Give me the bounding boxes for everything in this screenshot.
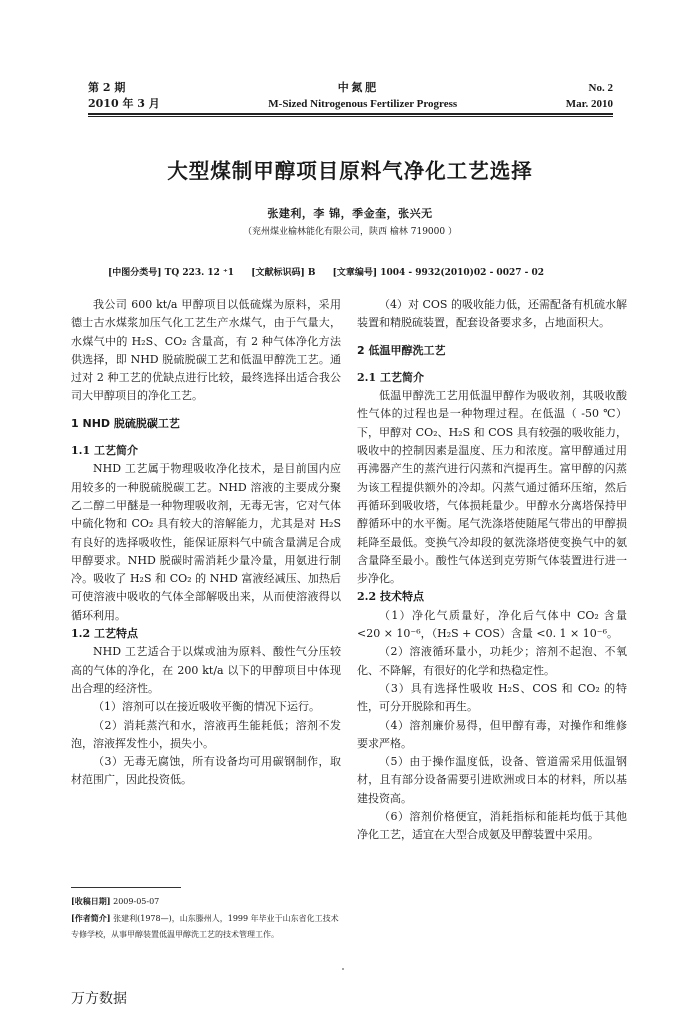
section-2-1-paragraph: 低温甲醇洗工艺用低温甲醇作为吸收剂，其吸收酸性气体的过程也是一种物理过程。在低温（ -50 ℃）下，甲醇对 CO₂、H₂S 和 COS 具有较强的吸收能力，吸收中的控制因素是温度、压力和浓度。富甲醇通过用再沸器产生的蒸汽进行闪蒸和汽提再生。富甲醇的闪蒸为该工程提供额外的冷却。闪蒸气通过循环压缩，然后再循环到吸收塔，气体损耗量少。甲醇水分离塔保持甲醇循环中的水平衡。尾气洗涤塔使随尾气带出的甲醇损耗降至最低。变换气冷却段的氨洗涤塔使变换气中的氨含量降至最小。酸性气体送到克劳斯气体装置进行进一步净化。 <box>357 389 627 586</box>
doc-code: [文献标识码] B <box>251 268 316 278</box>
tech-feature-3: （3）具有选择性吸收 H₂S、COS 和 CO₂ 的特性，可分开脱除和再生。 <box>357 681 627 714</box>
received-label: [收稿日期] <box>71 896 111 906</box>
footnote-rule <box>71 887 181 888</box>
received-value: 2009-05-07 <box>113 897 160 906</box>
stray-mark <box>342 968 344 970</box>
section-2-1-heading: 2.1 工艺简介 <box>357 370 424 384</box>
issue-date-en: Mar. 2010 <box>565 98 613 110</box>
author-bio <box>71 910 343 943</box>
tech-feature-5: （5）由于操作温度低，设备、管道需采用低温钢材，且有部分设备需要引进欧洲或日本的材料，所以基建投资高。 <box>357 755 627 805</box>
intro-paragraph: 我公司 600 kt/a 甲醇项目以低硫煤为原料，采用德士古水煤浆加压气化工艺生产水煤气，由于气量大，水煤气中的 H₂S、CO₂ 含量高，有 2 种气体净化方法供选择，即 NHD 脱硫脱碳工艺和低温甲醇洗工艺。通过对 2 种工艺的优缺点进行比较，最终选择出适合我公司大甲醇项目的净化工艺。 <box>71 298 341 403</box>
author-bio-text: 张建利(1978—)，山东滕州人，1999 年毕业于山东省化工技术专修学校，从事甲醇装置低温甲醇洗工艺的技术管理工作。 <box>71 914 339 939</box>
affiliation: （兖州煤业榆林能化有限公司，陕西 榆林 719000 ） <box>243 227 457 237</box>
issue-no-en: No. 2 <box>588 82 613 94</box>
header-rule-thin <box>88 116 613 117</box>
author-bio-label: [作者简介] <box>71 913 111 923</box>
section-1-1-paragraph: NHD 工艺属于物理吸收净化技术，是目前国内应用较多的一种脱硫脱碳工艺。NHD 溶液的主要成分聚乙二醇二甲醚是一种物理吸收剂，无毒无害，它对气体中硫化物和 CO₂ 具有较大的溶解能力，尤其是对 H₂S 有良好的选择吸收性，能保证原料气中硫含量满足合成甲醇要求。NHD 脱碳时需消耗少量冷量，用氨进行制冷。吸收了 H₂S 和 CO₂ 的 NHD 富液经减压、加热后可使溶液中吸收的气体全部解吸出来，从而使溶液得以循环利用。 <box>71 462 341 622</box>
tech-feature-4: （4）溶剂廉价易得，但甲醇有毒，对操作和维修要求严格。 <box>357 718 627 750</box>
clc-number: [中图分类号] TQ 223. 12 ⁺1 <box>108 268 235 278</box>
left-column <box>71 296 341 790</box>
classification-line <box>108 265 558 278</box>
section-1-heading: 1 NHD 脱硫脱碳工艺 <box>71 416 180 430</box>
section-2-2-heading: 2.2 技术特点 <box>357 590 424 604</box>
tech-feature-2: （2）溶液循环量小，功耗少；溶剂不起泡、不氧化、不降解，有很好的化学和热稳定性。 <box>357 645 627 677</box>
article-title: 大型煤制甲醇项目原料气净化工艺选择 <box>167 159 533 183</box>
tech-feature-6: （6）溶剂价格便宜，消耗指标和能耗均低于其他净化工艺，适宜在大型合成氨及甲醇装置中采用。 <box>357 810 627 842</box>
section-1-2-paragraph: NHD 工艺适合于以煤或油为原料、酸性气分压较高的气体的净化，在 200 kt/a 以下的甲醇项目中体现出合理的经济性。 <box>71 645 341 695</box>
running-header <box>88 80 613 112</box>
watermark-text: 万方数据 <box>71 991 127 1007</box>
journal-title-cn: 中 氮 肥 <box>337 82 377 94</box>
right-column <box>357 296 627 845</box>
tech-feature-1: （1）净化气质量好，净化后气体中 CO₂ 含量 <20 × 10⁻⁶，（H₂S + COS）含量 <0. 1 × 10⁻⁶。 <box>357 608 627 641</box>
issue-date-cn: 2010 年 3 月 <box>88 97 160 110</box>
feature-4: （4）对 COS 的吸收能力低，还需配备有机硫水解装置和精脱硫装置，配套设备要求多，占地面积大。 <box>357 298 627 330</box>
header-rule <box>88 113 613 115</box>
section-2-heading: 2 低温甲醇洗工艺 <box>357 343 446 357</box>
article-number: [文章编号] 1004 - 9932(2010)02 - 0027 - 02 <box>332 268 545 278</box>
section-1-2-heading: 1.2 工艺特点 <box>71 627 138 641</box>
issue-number: 第 2 期 <box>88 81 126 94</box>
feature-1: （1）溶剂可以在接近吸收平衡的情况下运行。 <box>93 700 320 714</box>
feature-3: （3）无毒无腐蚀，所有设备均可用碳钢制作，取材范围广，因此投资低。 <box>71 755 341 787</box>
footnote <box>71 893 343 943</box>
section-1-1-heading: 1.1 工艺简介 <box>71 444 138 458</box>
received-date <box>71 893 343 910</box>
author-list: 张建利，李 锦，季金奎，张兴无 <box>267 207 433 220</box>
feature-2: （2）消耗蒸汽和水，溶液再生能耗低；溶剂不发泡，溶液挥发性小，损失小。 <box>71 718 341 750</box>
journal-title-en: M-Sized Nitrogenous Fertilizer Progress <box>268 98 458 110</box>
